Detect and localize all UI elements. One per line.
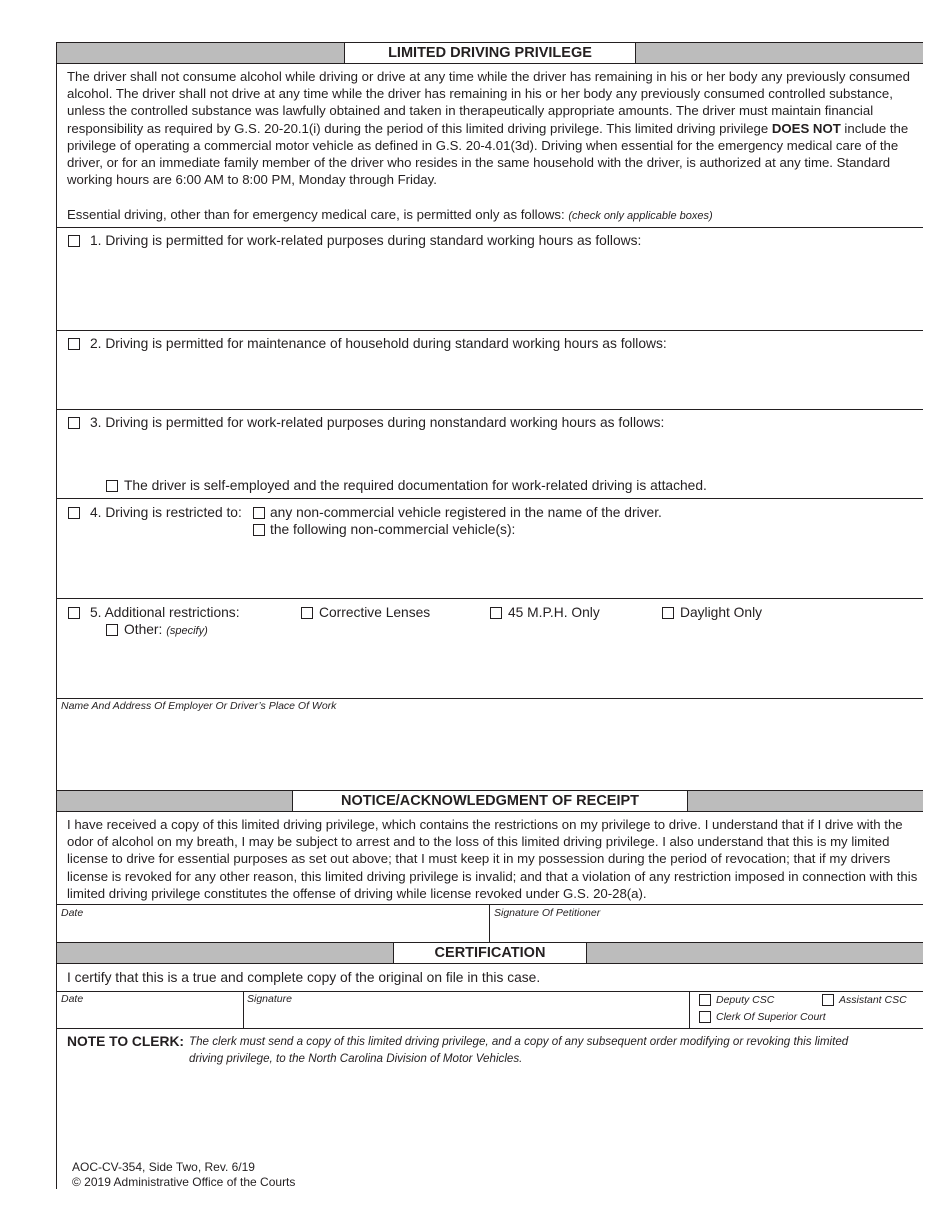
copyright: © 2019 Administrative Office of the Courts	[72, 1175, 296, 1189]
self-employed-label: The driver is self-employed and the required documentation for work-related driving is attached.	[124, 478, 707, 493]
self-employed-checkbox[interactable]	[106, 480, 118, 492]
divider	[57, 698, 923, 699]
employer-address-label: Name And Address Of Employer Or Driver’s Place Of Work	[61, 700, 337, 712]
corrective-lenses-checkbox[interactable]	[301, 607, 313, 619]
certification-text: I certify that this is a true and complete copy of the original on file in this case.	[67, 970, 541, 985]
divider	[57, 330, 923, 331]
item2-checkbox[interactable]	[68, 338, 80, 350]
divider	[57, 1028, 923, 1029]
assistant-csc-label: Assistant CSC	[839, 994, 907, 1006]
certification-title: CERTIFICATION	[393, 942, 587, 964]
divider	[57, 598, 923, 599]
item5-checkbox[interactable]	[68, 607, 80, 619]
other-restriction-checkbox[interactable]	[106, 624, 118, 636]
specify-label: (specify)	[166, 625, 208, 637]
divider	[57, 227, 923, 228]
clerk-superior-court-label: Clerk Of Superior Court	[716, 1011, 826, 1023]
divider	[57, 904, 923, 905]
45-mph-checkbox[interactable]	[490, 607, 502, 619]
item4-following-vehicles-checkbox[interactable]	[253, 524, 265, 536]
item3-checkbox[interactable]	[68, 417, 80, 429]
corrective-lenses-label: Corrective Lenses	[319, 605, 431, 620]
note-to-clerk-text-line2: driving privilege, to the North Carolina Division of Motor Vehicles.	[189, 1052, 523, 1065]
certification-signature-label: Signature	[247, 993, 292, 1005]
item3-label: 3. Driving is permitted for work-related purposes during nonstandard working hours as follows:	[90, 415, 665, 430]
limited-driving-privilege-form	[56, 42, 923, 1189]
form-id: AOC-CV-354, Side Two, Rev. 6/19	[72, 1160, 255, 1174]
deputy-csc-checkbox[interactable]	[699, 994, 711, 1006]
item4-label: 4. Driving is restricted to:	[90, 505, 242, 520]
divider	[57, 991, 923, 992]
notice-paragraph: I have received a copy of this limited driving privilege, which contains the restrictions on my privilege to drive. I understand that if I drive with the odor of alcohol on my breath, I may be subject to arrest and to the loss of this limited driving privilege. I also understand that this is my limited license to drive for essential purposes as set out above; that I must keep it in my possession during the period of revocation; that if my drivers license is revoked for any other reason, this limited driving privilege is invalid; and that a violation of any restriction imposed in connection with this limited driving privilege constitutes the offense of driving while license revoked under G.S. 20-28(a).	[67, 817, 918, 901]
note-to-clerk-label: NOTE TO CLERK:	[67, 1034, 185, 1049]
daylight-only-checkbox[interactable]	[662, 607, 674, 619]
intro-paragraph	[67, 68, 917, 188]
certification-header-bar	[57, 942, 923, 964]
item4-any-vehicle-checkbox[interactable]	[253, 507, 265, 519]
certification-date-label: Date	[61, 993, 84, 1005]
divider	[57, 409, 923, 410]
other-label: Other:	[124, 622, 163, 637]
assistant-csc-checkbox[interactable]	[822, 994, 834, 1006]
other-restriction-label	[124, 622, 208, 637]
item1-label: 1. Driving is permitted for work-related purposes during standard working hours as follows:	[90, 233, 642, 248]
item4-following-vehicles-label: the following non-commercial vehicle(s):	[270, 522, 516, 537]
intro-text-part1: The driver shall not consume alcohol while driving or drive at any time while the driver has remaining in his or her body any previously consumed alcohol. The driver shall not drive at any time while the driver has remaining in his or her body any previously consumed controlled substance, unless the controlled substance was lawfully obtained and taken in therapeutically appropriate amounts. The driver must maintain financial responsibility as required by G.S. 20-20.1(i) during the period of this limited driving privilege. This limited driving privilege	[67, 69, 910, 136]
notice-title: NOTICE/ACKNOWLEDGMENT OF RECEIPT	[292, 790, 688, 812]
essential-driving-text: Essential driving, other than for emergency medical care, is permitted only as follows:	[67, 207, 565, 222]
45-mph-label: 45 M.P.H. Only	[508, 605, 600, 620]
notice-header-bar	[57, 790, 923, 812]
item4-any-vehicle-label: any non-commercial vehicle registered in the name of the driver.	[270, 505, 662, 520]
clerk-superior-court-checkbox[interactable]	[699, 1011, 711, 1023]
intro-does-not: DOES NOT	[771, 120, 841, 136]
divider	[243, 991, 244, 1028]
divider	[489, 904, 490, 942]
privilege-header-bar	[57, 42, 923, 64]
daylight-only-label: Daylight Only	[680, 605, 763, 620]
item5-label: 5. Additional restrictions:	[90, 605, 240, 620]
essential-driving-note: (check only applicable boxes)	[568, 210, 713, 222]
item1-checkbox[interactable]	[68, 235, 80, 247]
intro-text-part2: include the privilege of operating a commercial motor vehicle as defined in G.S. 20-4.01(3d). Driving when essential for the emergency medical care of the driver, or for an immediate family member of the driver who resides in the same household with the driver, is authorized at any time. Standard working hours are 6:00 AM to 8:00 PM, Monday through Friday.	[67, 120, 909, 188]
petitioner-signature-label: Signature Of Petitioner	[494, 907, 601, 919]
note-to-clerk-text-line1: The clerk must send a copy of this limited driving privilege, and a copy of any subsequent order modifying or revoking this limited	[189, 1035, 849, 1048]
divider	[689, 991, 690, 1028]
notice-date-label: Date	[61, 907, 84, 919]
item4-checkbox[interactable]	[68, 507, 80, 519]
deputy-csc-label: Deputy CSC	[716, 994, 775, 1006]
privilege-title: LIMITED DRIVING PRIVILEGE	[344, 42, 636, 64]
item2-label: 2. Driving is permitted for maintenance of household during standard working hours as follows:	[90, 336, 667, 351]
divider	[57, 498, 923, 499]
essential-driving-line	[67, 206, 917, 225]
